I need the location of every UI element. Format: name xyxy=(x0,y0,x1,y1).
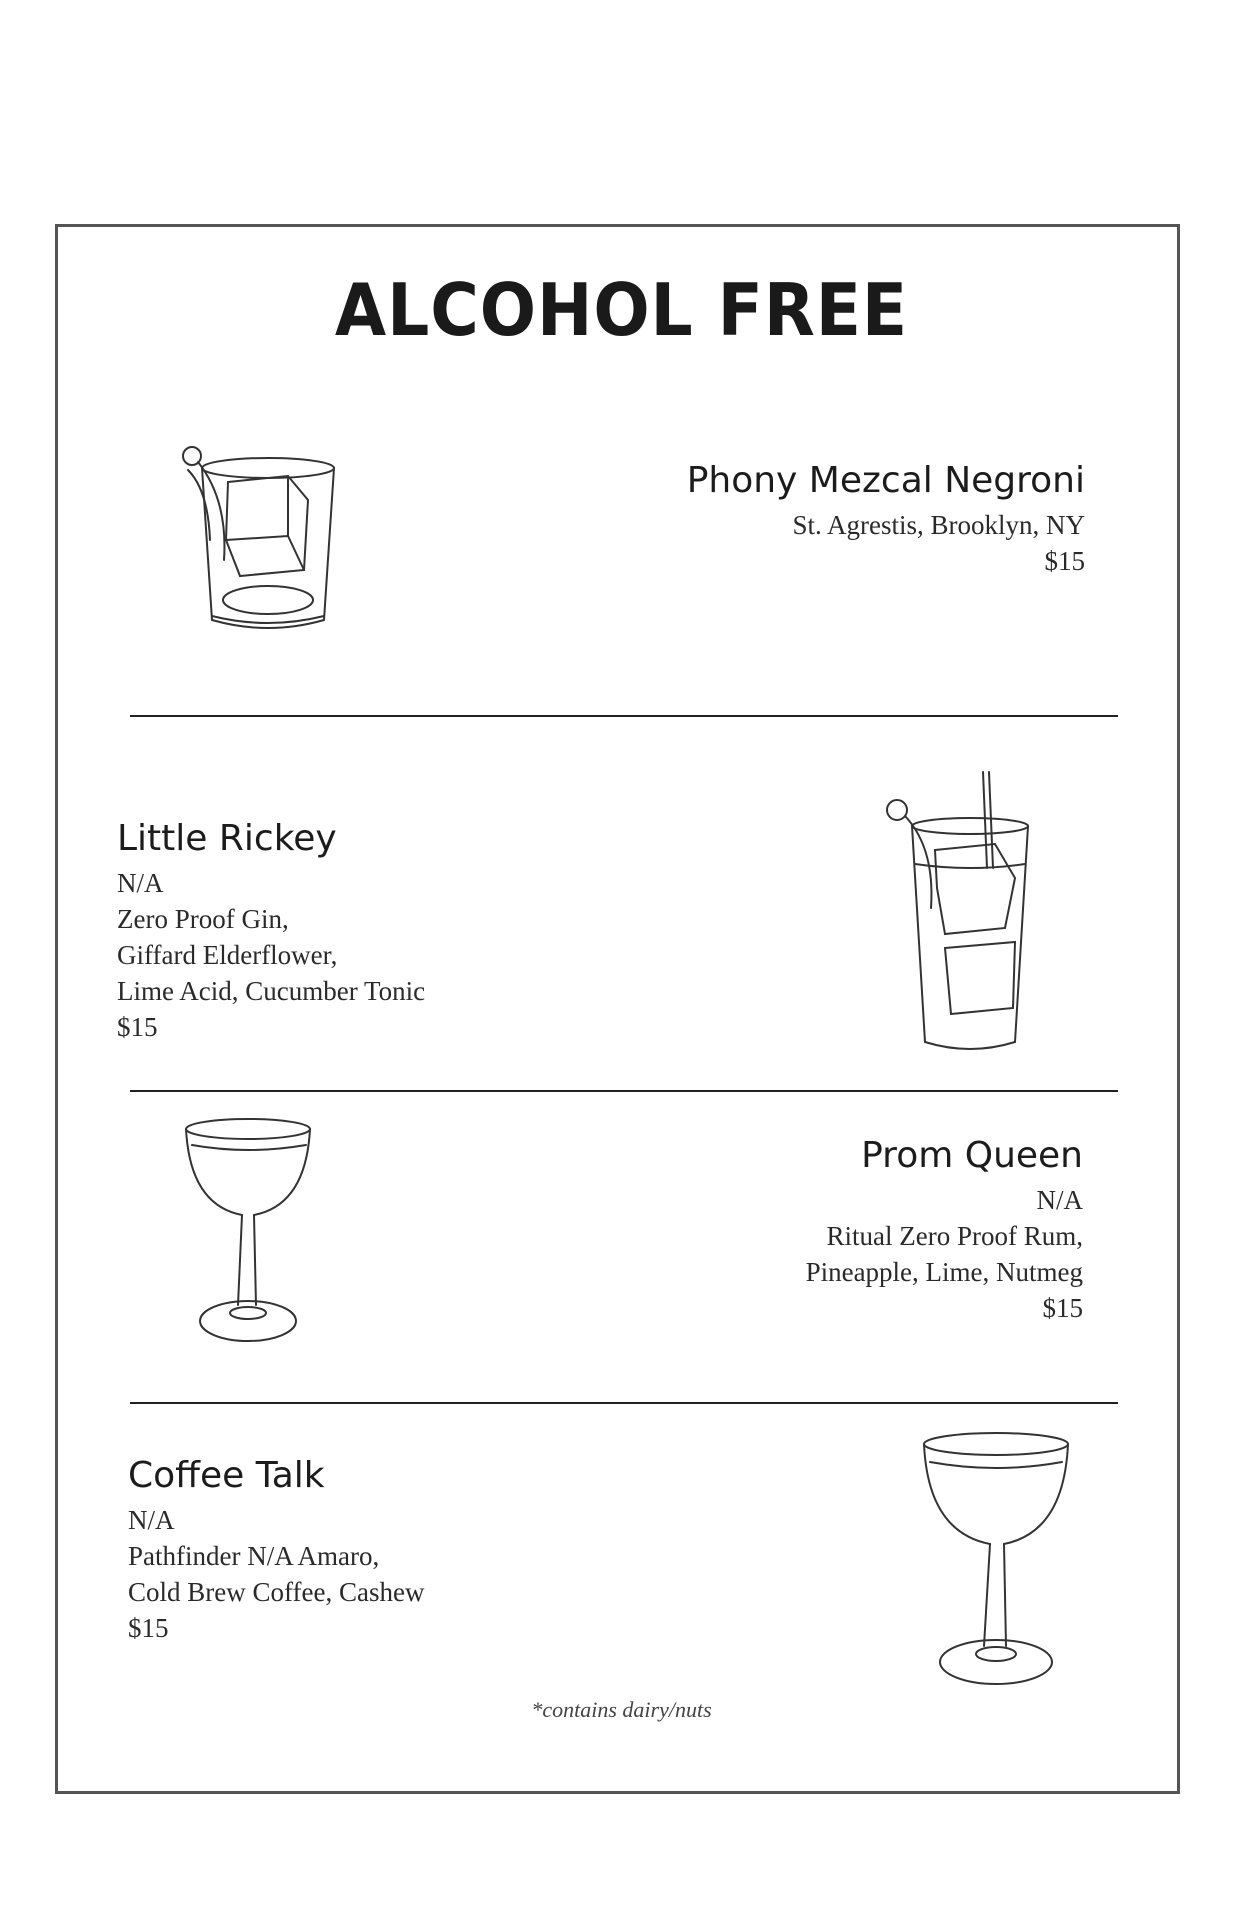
footnote: *contains dairy/nuts xyxy=(531,1697,712,1722)
item-name: Coffee Talk xyxy=(128,1455,325,1496)
menu-item-coffee-talk xyxy=(128,1455,424,1646)
item-name: Little Rickey xyxy=(117,818,337,859)
item-price: $15 xyxy=(128,1613,169,1643)
item-line: St. Agrestis, Brooklyn, NY xyxy=(792,510,1085,540)
item-line: N/A xyxy=(128,1505,175,1535)
item-line: Cold Brew Coffee, Cashew xyxy=(128,1577,425,1607)
menu-item-prom-queen xyxy=(806,1135,1083,1326)
item-line: N/A xyxy=(1036,1185,1083,1215)
item-line: Ritual Zero Proof Rum, xyxy=(826,1221,1083,1251)
menu-item-little-rickey xyxy=(117,818,425,1045)
section-divider xyxy=(130,1090,1118,1092)
rocks-glass-icon xyxy=(168,440,348,640)
coupe-glass-icon xyxy=(918,1428,1078,1693)
item-line: Giffard Elderflower, xyxy=(117,940,338,970)
item-price: $15 xyxy=(1044,546,1085,576)
item-price: $15 xyxy=(1042,1293,1083,1323)
item-line: N/A xyxy=(117,868,164,898)
coupe-glass-icon xyxy=(180,1115,320,1350)
item-line: Lime Acid, Cucumber Tonic xyxy=(117,976,426,1006)
highball-glass-icon xyxy=(875,768,1035,1058)
item-line: Pathfinder N/A Amaro, xyxy=(128,1541,380,1571)
item-name: Prom Queen xyxy=(861,1135,1083,1176)
item-name: Phony Mezcal Negroni xyxy=(686,460,1085,501)
section-divider xyxy=(130,715,1118,717)
item-line: Zero Proof Gin, xyxy=(117,904,289,934)
item-price: $15 xyxy=(117,1012,158,1042)
item-line: Pineapple, Lime, Nutmeg xyxy=(805,1257,1083,1287)
section-divider xyxy=(130,1402,1118,1404)
menu-title: ALCOHOL FREE xyxy=(334,268,909,352)
menu-item-phony-mezcal-negroni xyxy=(687,460,1085,579)
